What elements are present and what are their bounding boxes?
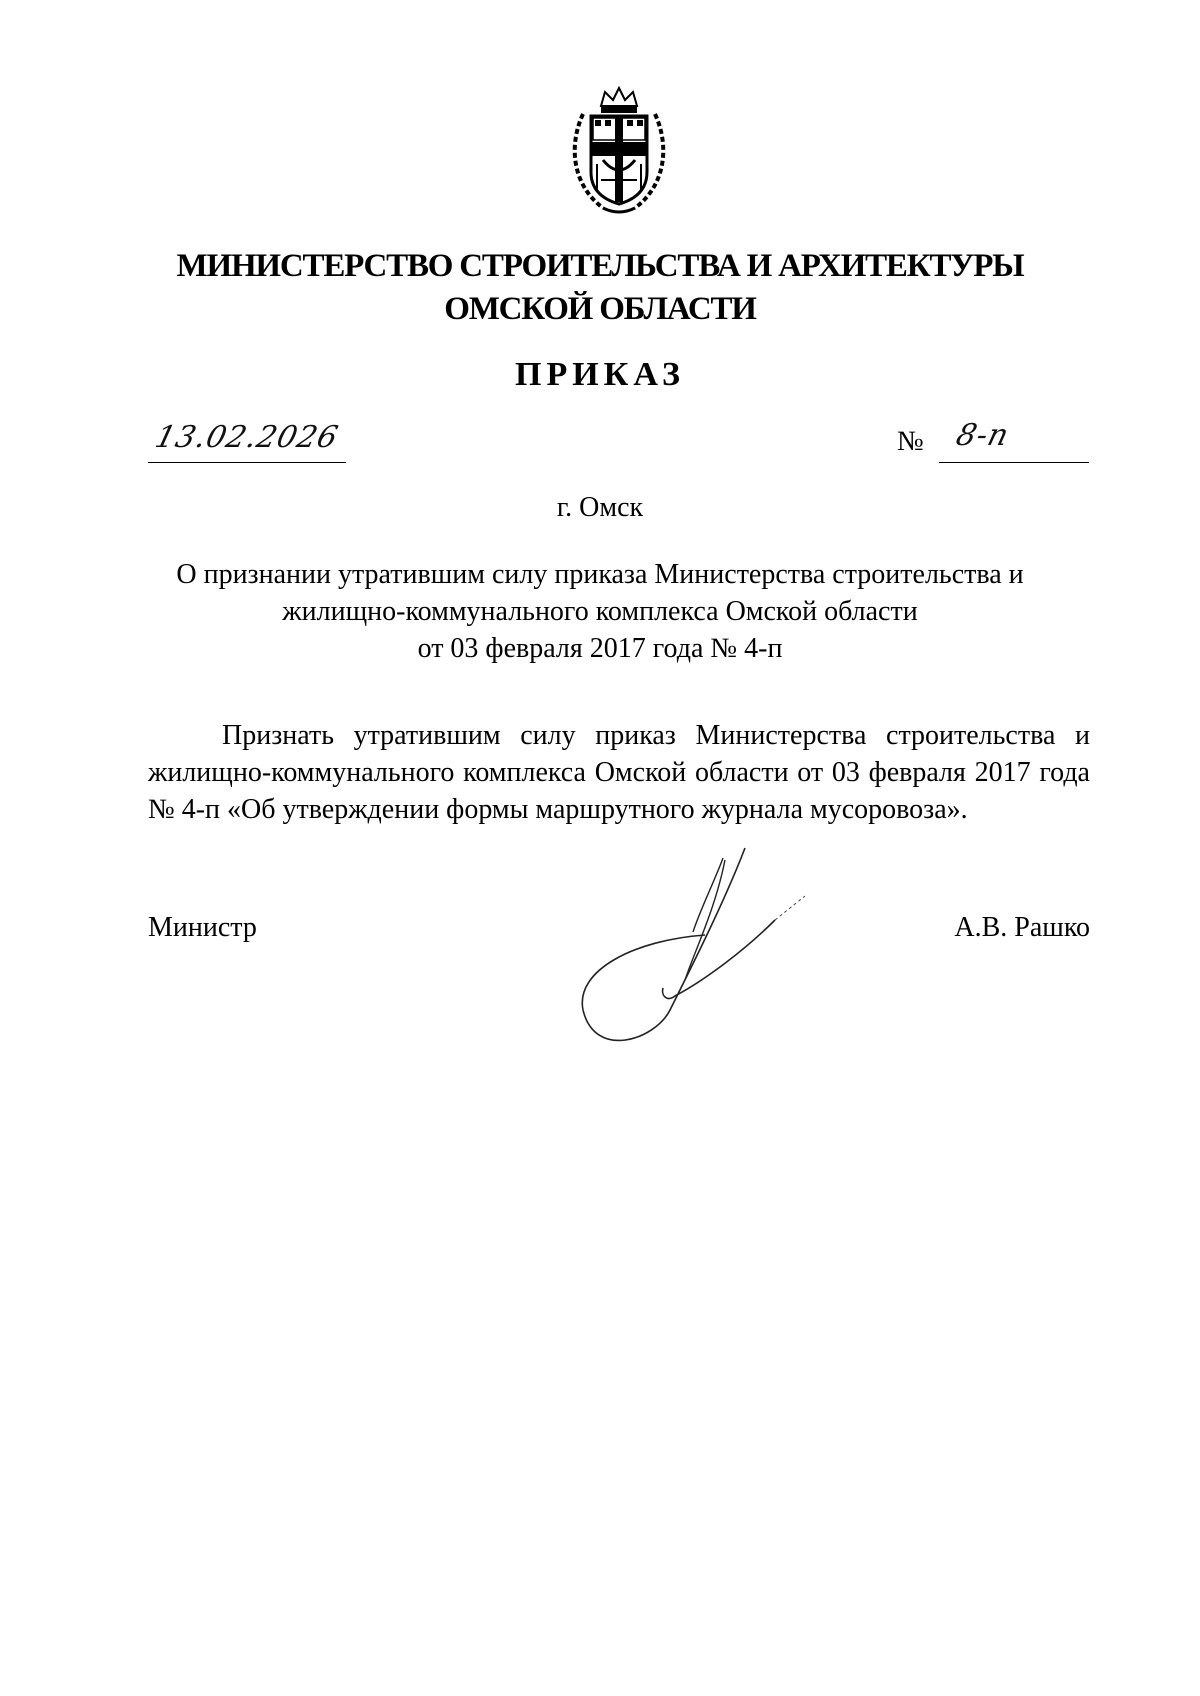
document-type-title: ПРИКАЗ (515, 356, 685, 393)
coat-of-arms-emblem (563, 84, 675, 216)
subject-line: от 03 февраля 2017 года № 4-п (417, 633, 783, 664)
signatory-position: Министр (148, 912, 257, 943)
handwritten-signature (575, 840, 845, 1050)
handwritten-number: 8-п (952, 418, 1013, 453)
handwritten-date: 13.02.2026 (151, 420, 343, 455)
ministry-name-line1: МИНИСТЕРСТВО СТРОИТЕЛЬСТВА И АРХИТЕКТУРЫ (176, 248, 1024, 284)
city-line: г. Омск (556, 492, 644, 523)
date-field (148, 418, 346, 463)
number-field (939, 418, 1089, 463)
signatory-name: А.В. Рашко (954, 912, 1090, 943)
number-label: № (897, 426, 924, 457)
order-subject (150, 556, 1050, 667)
subject-line: О признании утратившим силу приказа Министерства строительства и (176, 559, 1024, 590)
ministry-name-line2: ОМСКОЙ ОБЛАСТИ (444, 291, 756, 327)
order-body-paragraph: Признать утратившим силу приказ Министерства строительства и жилищно-коммунального комплекса Омской области от 03 февраля 2017 года № 4-п «Об утверждении формы маршрутного журнала мусоровоза». (148, 720, 1090, 825)
subject-line: жилищно-коммунального комплекса Омской области (282, 596, 918, 627)
